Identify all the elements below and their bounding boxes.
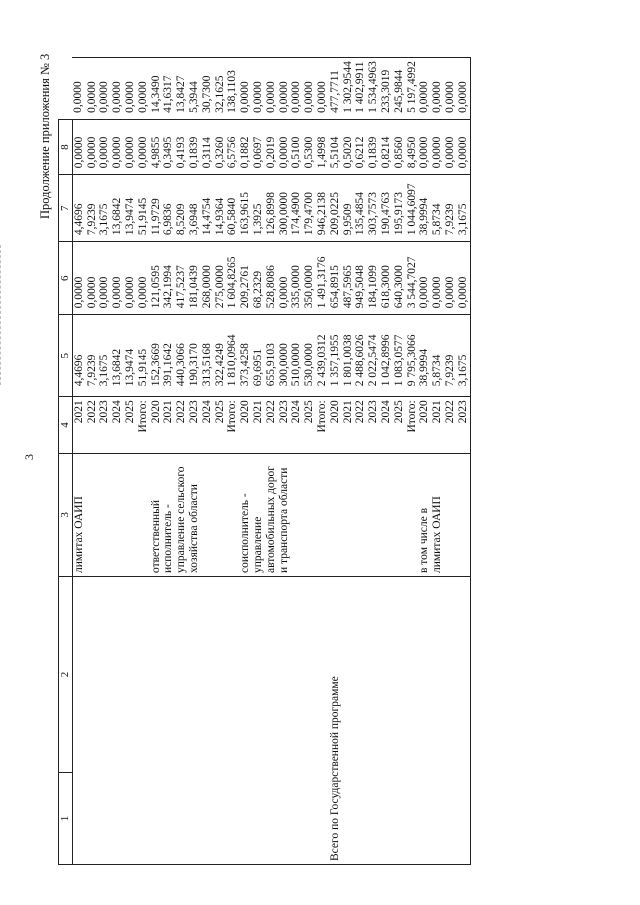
other-sources-cell: 0,0000: [431, 58, 444, 120]
federal-budget-cell: 487,5965: [342, 242, 355, 315]
column1-cell: [380, 577, 393, 865]
total-cell: 530,0000: [303, 315, 316, 397]
table-row: [418, 58, 431, 865]
column1-cell: [239, 577, 252, 865]
total-cell: 4,4696: [72, 315, 85, 397]
federal-budget-cell: 0,0000: [457, 242, 470, 315]
year-cell: 2022: [354, 397, 367, 453]
regional-budget-cell: 6,9836: [162, 175, 175, 242]
local-budget-cell: 0,0697: [252, 119, 265, 174]
regional-budget-cell: 195,9173: [393, 175, 406, 242]
table-row: [201, 58, 214, 865]
other-sources-cell: 477,7711: [329, 58, 342, 120]
executor-cell: соисполнитель -: [239, 453, 252, 576]
other-sources-cell: 30,7300: [201, 58, 214, 120]
executor-cell: [86, 453, 99, 576]
federal-budget-cell: 0,0000: [137, 242, 150, 315]
table-row: [72, 58, 85, 865]
total-cell: 1 357,1955: [329, 315, 342, 397]
regional-budget-cell: 3,1675: [457, 175, 470, 242]
local-budget-cell: 0,6212: [354, 119, 367, 174]
federal-budget-cell: 342,1994: [162, 242, 175, 315]
local-budget-cell: 0,2019: [265, 119, 278, 174]
local-budget-cell: 0,3260: [214, 119, 227, 174]
other-sources-cell: 1 534,4963: [367, 58, 380, 120]
column1-cell: [444, 577, 457, 865]
federal-budget-cell: 181,0439: [188, 242, 201, 315]
year-cell: 2020: [329, 397, 342, 453]
other-sources-cell: 0,0000: [86, 58, 99, 120]
executor-cell: лимитах ОАИП: [72, 453, 85, 576]
header-cell: 8: [59, 119, 73, 174]
column1-cell: [201, 577, 214, 865]
total-cell: 2 488,6026: [354, 315, 367, 397]
executor-cell: [98, 453, 111, 576]
year-cell: 2021: [431, 397, 444, 453]
other-sources-cell: 245,9844: [393, 58, 406, 120]
column1-cell: [342, 577, 355, 865]
total-cell: 1 042,8996: [380, 315, 393, 397]
table-row: [329, 58, 342, 865]
table-row: [137, 58, 150, 865]
total-cell: 373,4258: [239, 315, 252, 397]
table-row: [303, 58, 316, 865]
local-budget-cell: 0,8214: [380, 119, 393, 174]
total-cell: 7,9239: [86, 315, 99, 397]
column1-cell: Всего по Государственной программе: [329, 577, 342, 865]
local-budget-cell: 0,4193: [175, 119, 188, 174]
other-sources-cell: 233,3019: [380, 58, 393, 120]
year-cell: Итого:: [226, 397, 239, 453]
executor-cell: автомобильных дорог: [265, 453, 278, 576]
regional-budget-cell: 8,5209: [175, 175, 188, 242]
table-row: [290, 58, 303, 865]
regional-budget-cell: 209,0225: [329, 175, 342, 242]
regional-budget-cell: 163,9615: [239, 175, 252, 242]
year-cell: 2022: [444, 397, 457, 453]
local-budget-cell: 0,0000: [137, 119, 150, 174]
local-budget-cell: 0,1882: [239, 119, 252, 174]
table-row: [457, 58, 470, 865]
other-sources-cell: 5,3944: [188, 58, 201, 120]
federal-budget-cell: 0,0000: [124, 242, 137, 315]
executor-cell: в том числе в: [418, 453, 431, 576]
column1-cell: [367, 577, 380, 865]
header-cell: 7: [59, 175, 73, 242]
total-cell: 152,3669: [150, 315, 163, 397]
column1-cell: [162, 577, 175, 865]
scan-artifact: [0, 245, 3, 385]
other-sources-cell: 0,0000: [265, 58, 278, 120]
table-row: [380, 58, 393, 865]
total-cell: 13,9474: [124, 315, 137, 397]
budget-table: [58, 57, 471, 865]
local-budget-cell: 0,8560: [393, 119, 406, 174]
table-row: [124, 58, 137, 865]
table-row: [354, 58, 367, 865]
regional-budget-cell: 3,1675: [98, 175, 111, 242]
header-cell: 3: [59, 453, 73, 576]
column1-cell: [150, 577, 163, 865]
table-row: [239, 58, 252, 865]
year-cell: Итого:: [406, 397, 419, 453]
other-sources-cell: 138,1103: [226, 58, 239, 120]
local-budget-cell: 4,9855: [150, 119, 163, 174]
year-cell: 2020: [418, 397, 431, 453]
table-row: [162, 58, 175, 865]
other-sources-cell: 0,0000: [239, 58, 252, 120]
table-row: [265, 58, 278, 865]
regional-budget-cell: 13,6842: [111, 175, 124, 242]
local-budget-cell: 0,0000: [444, 119, 457, 174]
column1-cell: [406, 577, 419, 865]
local-budget-cell: 0,0000: [418, 119, 431, 174]
year-cell: 2022: [175, 397, 188, 453]
executor-cell: [393, 453, 406, 576]
federal-budget-cell: 417,5237: [175, 242, 188, 315]
other-sources-cell: 0,0000: [444, 58, 457, 120]
federal-budget-cell: 1 491,3176: [316, 242, 329, 315]
column1-cell: [226, 577, 239, 865]
table-row: [98, 58, 111, 865]
continuation-title: Продолжение приложения № 3: [38, 53, 52, 219]
federal-budget-cell: 335,0000: [290, 242, 303, 315]
total-cell: 3,1675: [457, 315, 470, 397]
local-budget-cell: 0,3495: [162, 119, 175, 174]
federal-budget-cell: 275,0000: [214, 242, 227, 315]
other-sources-cell: 0,0000: [111, 58, 124, 120]
other-sources-cell: 0,0000: [303, 58, 316, 120]
column1-cell: [431, 577, 444, 865]
other-sources-cell: 0,0000: [278, 58, 291, 120]
table-row: [188, 58, 201, 865]
other-sources-cell: 1 302,9544: [342, 58, 355, 120]
table-row: [406, 58, 419, 865]
column1-cell: [265, 577, 278, 865]
local-budget-cell: 5,5104: [329, 119, 342, 174]
local-budget-cell: 0,0000: [111, 119, 124, 174]
year-cell: 2021: [252, 397, 265, 453]
regional-budget-cell: 1,3925: [252, 175, 265, 242]
executor-cell: ответственный: [150, 453, 163, 576]
executor-cell: [290, 453, 303, 576]
regional-budget-cell: 4,4696: [72, 175, 85, 242]
table-row: [111, 58, 124, 865]
local-budget-cell: 8,4950: [406, 119, 419, 174]
federal-budget-cell: 654,8915: [329, 242, 342, 315]
total-cell: 1 083,0577: [393, 315, 406, 397]
column1-cell: [111, 577, 124, 865]
table-row: [252, 58, 265, 865]
column1-cell: [188, 577, 201, 865]
executor-cell: [444, 453, 457, 576]
year-cell: 2023: [367, 397, 380, 453]
local-budget-cell: 1,4998: [316, 119, 329, 174]
local-budget-cell: 0,0000: [86, 119, 99, 174]
local-budget-cell: 0,3114: [201, 119, 214, 174]
total-cell: 391,1642: [162, 315, 175, 397]
regional-budget-cell: 190,4763: [380, 175, 393, 242]
other-sources-cell: 5 197,4992: [406, 58, 419, 120]
column1-cell: [393, 577, 406, 865]
header-cell: 2: [59, 577, 73, 773]
executor-cell: исполнитель -: [162, 453, 175, 576]
local-budget-cell: 0,0000: [98, 119, 111, 174]
regional-budget-cell: 9,9509: [342, 175, 355, 242]
column1-cell: [303, 577, 316, 865]
executor-cell: [342, 453, 355, 576]
year-cell: 2024: [201, 397, 214, 453]
executor-cell: [226, 453, 239, 576]
regional-budget-cell: 7,9239: [86, 175, 99, 242]
federal-budget-cell: 0,0000: [72, 242, 85, 315]
federal-budget-cell: 68,2329: [252, 242, 265, 315]
regional-budget-cell: 3,6948: [188, 175, 201, 242]
regional-budget-cell: 14,4754: [201, 175, 214, 242]
other-sources-cell: 0,0000: [98, 58, 111, 120]
year-cell: 2020: [150, 397, 163, 453]
regional-budget-cell: 126,8998: [265, 175, 278, 242]
year-cell: 2022: [86, 397, 99, 453]
year-cell: 2023: [457, 397, 470, 453]
table-row: [150, 58, 163, 865]
year-cell: 2024: [290, 397, 303, 453]
regional-budget-cell: 7,9239: [444, 175, 457, 242]
federal-budget-cell: 184,1099: [367, 242, 380, 315]
federal-budget-cell: 528,8086: [265, 242, 278, 315]
table-row: [175, 58, 188, 865]
total-cell: 440,3066: [175, 315, 188, 397]
year-cell: 2023: [98, 397, 111, 453]
column1-cell: [316, 577, 329, 865]
local-budget-cell: 0,5100: [290, 119, 303, 174]
local-budget-cell: 6,5756: [226, 119, 239, 174]
column1-cell: [214, 577, 227, 865]
local-budget-cell: 0,0000: [72, 119, 85, 174]
other-sources-cell: 0,0000: [418, 58, 431, 120]
regional-budget-cell: 14,9364: [214, 175, 227, 242]
federal-budget-cell: 209,2761: [239, 242, 252, 315]
column1-cell: [418, 577, 431, 865]
executor-cell: управление: [252, 453, 265, 576]
other-sources-cell: 0,0000: [457, 58, 470, 120]
regional-budget-cell: 135,4854: [354, 175, 367, 242]
other-sources-cell: 0,0000: [137, 58, 150, 120]
regional-budget-cell: 11,9729: [150, 175, 163, 242]
total-cell: 69,6951: [252, 315, 265, 397]
year-cell: 2024: [111, 397, 124, 453]
local-budget-cell: 0,1839: [367, 119, 380, 174]
regional-budget-cell: 174,4900: [290, 175, 303, 242]
total-cell: 190,3170: [188, 315, 201, 397]
table-row: [214, 58, 227, 865]
table-row: [342, 58, 355, 865]
executor-cell: [137, 453, 150, 576]
other-sources-cell: 13,8427: [175, 58, 188, 120]
column1-cell: [124, 577, 137, 865]
table-row: [367, 58, 380, 865]
federal-budget-cell: 0,0000: [431, 242, 444, 315]
total-cell: 655,9103: [265, 315, 278, 397]
total-cell: 2 439,0312: [316, 315, 329, 397]
other-sources-cell: 0,0000: [252, 58, 265, 120]
federal-budget-cell: 0,0000: [418, 242, 431, 315]
other-sources-cell: 32,1625: [214, 58, 227, 120]
header-row: [59, 58, 73, 865]
year-cell: 2025: [303, 397, 316, 453]
federal-budget-cell: 618,3000: [380, 242, 393, 315]
local-budget-cell: 0,0000: [431, 119, 444, 174]
federal-budget-cell: 0,0000: [111, 242, 124, 315]
executor-cell: [380, 453, 393, 576]
table-row: [431, 58, 444, 865]
other-sources-cell: 14,3490: [150, 58, 163, 120]
local-budget-cell: 0,5020: [342, 119, 355, 174]
column1-cell: [175, 577, 188, 865]
total-cell: 7,9239: [444, 315, 457, 397]
total-cell: 51,9145: [137, 315, 150, 397]
column1-cell: [137, 577, 150, 865]
executor-cell: [406, 453, 419, 576]
total-cell: 1 801,0038: [342, 315, 355, 397]
executor-cell: [303, 453, 316, 576]
column1-cell: [252, 577, 265, 865]
total-cell: 13,6842: [111, 315, 124, 397]
executor-cell: [367, 453, 380, 576]
other-sources-cell: 0,0000: [290, 58, 303, 120]
other-sources-cell: 1 402,9911: [354, 58, 367, 120]
regional-budget-cell: 303,7573: [367, 175, 380, 242]
local-budget-cell: 0,0000: [457, 119, 470, 174]
local-budget-cell: 0,0000: [124, 119, 137, 174]
total-cell: 300,0000: [278, 315, 291, 397]
other-sources-cell: 0,0000: [316, 58, 329, 120]
table-row: [278, 58, 291, 865]
year-cell: 2020: [239, 397, 252, 453]
year-cell: Итого:: [316, 397, 329, 453]
regional-budget-cell: 946,2138: [316, 175, 329, 242]
federal-budget-cell: 0,0000: [278, 242, 291, 315]
year-cell: 2022: [265, 397, 278, 453]
year-cell: 2025: [393, 397, 406, 453]
executor-cell: [316, 453, 329, 576]
column1-cell: [290, 577, 303, 865]
regional-budget-cell: 179,4700: [303, 175, 316, 242]
regional-budget-cell: 38,9994: [418, 175, 431, 242]
executor-cell: хозяйства области: [188, 453, 201, 576]
regional-budget-cell: 5,8734: [431, 175, 444, 242]
local-budget-cell: 0,1839: [188, 119, 201, 174]
year-cell: 2025: [214, 397, 227, 453]
other-sources-cell: 0,0000: [72, 58, 85, 120]
total-cell: 1 810,0964: [226, 315, 239, 397]
column1-cell: [98, 577, 111, 865]
federal-budget-cell: 0,0000: [98, 242, 111, 315]
table-row: [393, 58, 406, 865]
year-cell: 2024: [380, 397, 393, 453]
total-cell: 322,4249: [214, 315, 227, 397]
year-cell: 2021: [72, 397, 85, 453]
column1-cell: [278, 577, 291, 865]
other-sources-cell: 0,0000: [124, 58, 137, 120]
year-cell: Итого:: [137, 397, 150, 453]
federal-budget-cell: 640,3000: [393, 242, 406, 315]
total-cell: 9 795,3066: [406, 315, 419, 397]
federal-budget-cell: 0,0000: [86, 242, 99, 315]
regional-budget-cell: 300,0000: [278, 175, 291, 242]
other-sources-cell: 41,6317: [162, 58, 175, 120]
executor-cell: [124, 453, 137, 576]
total-cell: 510,0000: [290, 315, 303, 397]
header-cell: 5: [59, 315, 73, 397]
total-cell: 2 022,5474: [367, 315, 380, 397]
local-budget-cell: 0,0000: [278, 119, 291, 174]
executor-cell: [201, 453, 214, 576]
year-cell: 2023: [278, 397, 291, 453]
page-number: 3: [22, 454, 36, 460]
year-cell: 2021: [162, 397, 175, 453]
total-cell: 5,8734: [431, 315, 444, 397]
executor-cell: и транспорта области: [278, 453, 291, 576]
header-cell: 1: [59, 772, 73, 864]
executor-cell: управление сельского: [175, 453, 188, 576]
executor-cell: [329, 453, 342, 576]
local-budget-cell: 0,5300: [303, 119, 316, 174]
year-cell: 2025: [124, 397, 137, 453]
executor-cell: [111, 453, 124, 576]
column1-cell: [86, 577, 99, 865]
federal-budget-cell: 3 544,7027: [406, 242, 419, 315]
table-row: [86, 58, 99, 865]
regional-budget-cell: 60,5840: [226, 175, 239, 242]
federal-budget-cell: 121,0595: [150, 242, 163, 315]
federal-budget-cell: 0,0000: [444, 242, 457, 315]
table-row: [226, 58, 239, 865]
federal-budget-cell: 949,5048: [354, 242, 367, 315]
header-cell: 6: [59, 242, 73, 315]
header-cell: 4: [59, 397, 73, 453]
table-row: [316, 58, 329, 865]
total-cell: 313,5168: [201, 315, 214, 397]
federal-budget-cell: 268,0000: [201, 242, 214, 315]
table-row: [444, 58, 457, 865]
total-cell: 38,9994: [418, 315, 431, 397]
executor-cell: [354, 453, 367, 576]
federal-budget-cell: 1 604,8265: [226, 242, 239, 315]
executor-cell: [457, 453, 470, 576]
federal-budget-cell: 350,0000: [303, 242, 316, 315]
column1-cell: [72, 577, 85, 865]
year-cell: 2023: [188, 397, 201, 453]
regional-budget-cell: 13,9474: [124, 175, 137, 242]
regional-budget-cell: 51,9145: [137, 175, 150, 242]
column1-cell: [354, 577, 367, 865]
column1-cell: [457, 577, 470, 865]
total-cell: 3,1675: [98, 315, 111, 397]
year-cell: 2021: [342, 397, 355, 453]
executor-cell: [214, 453, 227, 576]
executor-cell: лимитах ОАИП: [431, 453, 444, 576]
regional-budget-cell: 1 044,6097: [406, 175, 419, 242]
